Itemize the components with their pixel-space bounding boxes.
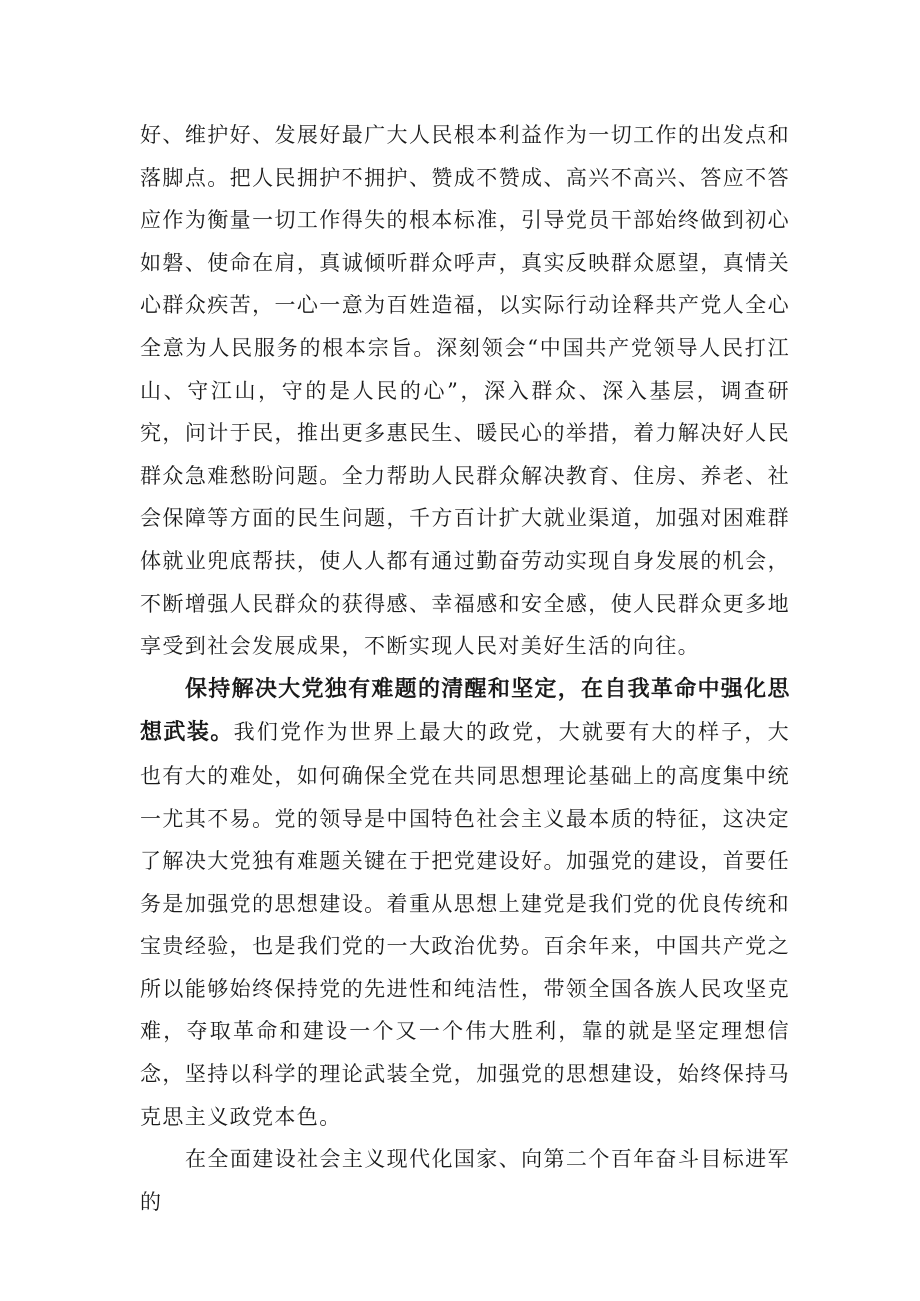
body-text <box>140 114 790 1223</box>
paragraph-ideological-arming <box>140 668 790 1139</box>
paragraph-heading: 保持解决大党独有难题的清醒和坚定，在自我革命中强化思想武装。 <box>140 676 790 746</box>
paragraph-body: 我们党作为世界上最大的政党，大就要有大的样子，大也有大的难处，如何确保全党在共同思想理论基础上的高度集中统一尤其不易。党的领导是中国特色社会主义最本质的特征，这决定了解决大党独有难题关键在于把党建设好。加强党的建设，首要任务是加强党的思想建设。着重从思想上建党是我们党的优良传统和宝贵经验，也是我们党的一大政治优势。百余年来，中国共产党之所以能够始终保持党的先进性和纯洁性，带领全国各族人民攻坚克难，夺取革命和建设一个又一个伟大胜利，靠的就是坚定理想信念，坚持以科学的理论武装全党，加强党的思想建设，始终保持马克思主义政党本色。 <box>140 720 790 1129</box>
paragraph-people-centered: 好、维护好、发展好最广大人民根本利益作为一切工作的出发点和落脚点。把人民拥护不拥护、赞成不赞成、高兴不高兴、答应不答应作为衡量一切工作得失的根本标准，引导党员干部始终做到初心如磐、使命在肩，真诚倾听群众呼声，真实反映群众愿望，真情关心群众疾苦，一心一意为百姓造福，以实际行动诠释共产党人全心全意为人民服务的根本宗旨。深刻领会“中国共产党领导人民打江山、守江山，守的是人民的心”，深入群众、深入基层，调查研究，问计于民，推出更多惠民生、暖民心的举措，着力解决好人民群众急难愁盼问题。全力帮助人民群众解决教育、住房、养老、社会保障等方面的民生问题，千方百计扩大就业渠道，加强对困难群体就业兜底帮扶，使人人都有通过勤奋劳动实现自身发展的机会，不断增强人民群众的获得感、幸福感和安全感，使人民群众更多地享受到社会发展成果，不断实现人民对美好生活的向往。 <box>140 123 790 659</box>
paragraph-continuation: 在全面建设社会主义现代化国家、向第二个百年奋斗目标进军的 <box>140 1147 790 1214</box>
